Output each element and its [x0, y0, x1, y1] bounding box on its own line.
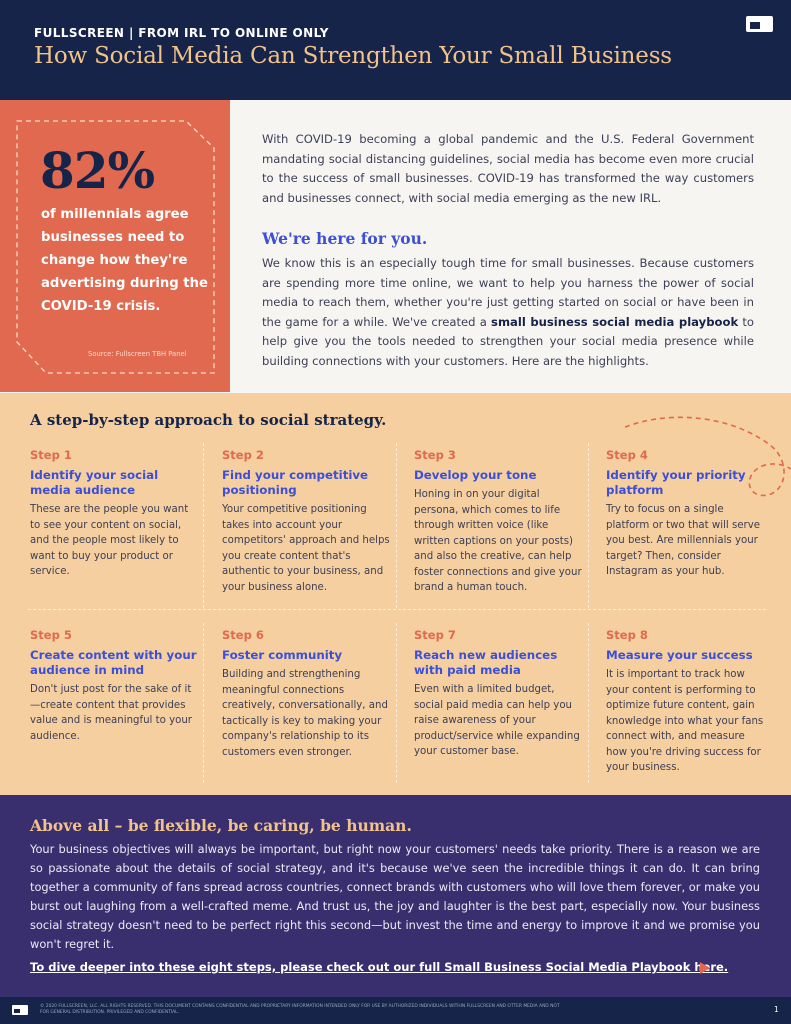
step-number: Step 1: [30, 448, 72, 462]
intro-body-text-end: to help give you the tools needed to strengthen your social media presence while building connections with your customers. Here are the highlights.: [262, 314, 754, 368]
step-number: Step 6: [222, 628, 264, 642]
closing-heading: Above all – be flexible, be caring, be human.: [30, 816, 412, 835]
step-body: Building and strengthening meaningful connections creatively, conversationally, and tactically is key to making your company's relationship to its customers even stronger.: [222, 669, 388, 758]
page-number: 1: [774, 1005, 779, 1014]
column-divider: [588, 623, 589, 783]
step-body: Your competitive positioning takes into account your competitors' approach and helps you create content that's authentic to your business, and your business alone.: [222, 504, 390, 593]
closing-section: [0, 795, 791, 997]
closing-body: Your business objectives will always be important, but right now your customers' needs take priority. There is a reason we are so passionate about the details of social strategy, and it's because we've seen the incredible things it can do. It can bring together a community of fans spread across countries, connect brands with customers who will love them forever, or make you burst out laughing from a well-crafted meme. And trust us, the joy and laughter is the best part, especially now. Your business social strategy doesn't need to be perfect right this second—but invest the time and energy to improve it and we promise you won't regret it.: [30, 842, 760, 951]
stat-text: of millennials agree businesses need to change how they're advertising during the COVID-19 crisis.: [41, 207, 208, 314]
playbook-link[interactable]: To dive deeper into these eight steps, please check out our full Small Business Social Media Playbook here.: [30, 960, 729, 974]
step-card: [606, 448, 768, 580]
fullscreen-logo-icon: [12, 1005, 28, 1015]
step-number: Step 2: [222, 448, 264, 462]
intro-body-text: We know this is an especially tough time for small businesses. Because customers are spending more time online, we want to help you harness the power of social media to reach them, whether you're just getting started on social or have been in the game for a while. We've created a: [262, 256, 754, 329]
step-card: [30, 628, 200, 744]
step-card: [606, 628, 768, 776]
stat-number: 82%: [40, 141, 155, 200]
step-body: These are the people you want to see your content on social, and the people most likely to want to buy your product or service.: [30, 504, 189, 577]
legal-text: © 2020 FULLSCREEN, LLC. ALL RIGHTS RESERVED. THIS DOCUMENT CONTAINS CONFIDENTIAL AND PROPRIETARY INFORMATION INTENDED ONLY FOR USE BY AUTHORIZED INDIVIDUALS WITHIN FULLSCREEN AND OTTER MEDIA AND NOT FOR GENERAL DISTRIBUTION. PRIVILEGED AND CONFIDENTIAL.: [40, 1004, 560, 1015]
stat-source: Source: Fullscreen TBH Panel: [88, 350, 187, 358]
step-title: Reach new audiences with paid media: [414, 648, 558, 677]
step-title: Measure your success: [606, 648, 753, 662]
eyebrow: FULLSCREEN | FROM IRL TO ONLINE ONLY: [34, 26, 329, 40]
step-title: Foster community: [222, 648, 343, 662]
steps-section: [0, 393, 791, 795]
step-title: Develop your tone: [414, 468, 537, 482]
step-body: Don't just post for the sake of it—create content that provides value and is meaningful to your audience.: [30, 684, 192, 742]
step-title: Identify your priority platform: [606, 468, 746, 497]
step-title: Identify your social media audience: [30, 468, 159, 497]
step-card: [222, 628, 392, 760]
row-divider: [28, 609, 766, 610]
step-card: [414, 448, 584, 596]
column-divider: [588, 443, 589, 608]
step-number: Step 7: [414, 628, 456, 642]
play-arrow-icon[interactable]: [700, 962, 710, 974]
step-number: Step 5: [30, 628, 72, 642]
page-header: [0, 0, 791, 100]
playbook-highlight: small business social media playbook: [491, 314, 739, 329]
step-body: Even with a limited budget, social paid media can help you raise awareness of your product/service while expanding your customer base.: [414, 684, 580, 757]
column-divider: [396, 443, 397, 608]
step-card: [222, 448, 392, 595]
step-number: Step 3: [414, 448, 456, 462]
step-number: Step 4: [606, 448, 648, 462]
fullscreen-logo-icon: [746, 16, 773, 32]
step-body: It is important to track how your content is performing to optimize future content, gain knowledge into what your fans connect with, and measure how you're driving success for your business.: [606, 669, 764, 773]
step-title: Find your competitive positioning: [222, 468, 369, 497]
step-card: [30, 448, 200, 580]
intro-paragraph: With COVID-19 becoming a global pandemic and the U.S. Federal Government mandating social distancing guidelines, social media has become even more crucial to the success of small businesses. COVID-19 has transformed the way customers and businesses connect, with social media emerging as the new IRL.: [262, 132, 754, 205]
step-number: Step 8: [606, 628, 648, 642]
page-title: How Social Media Can Strengthen Your Small Business: [34, 43, 672, 69]
intro-body: [262, 254, 754, 371]
column-divider: [203, 443, 204, 608]
step-card: [414, 628, 584, 760]
steps-title: A step-by-step approach to social strategy.: [30, 411, 387, 429]
intro-heading: We're here for you.: [262, 229, 428, 248]
column-divider: [203, 623, 204, 783]
page-footer: [0, 997, 791, 1024]
step-title: Create content with your audience in mind: [30, 648, 197, 677]
step-body: Honing in on your digital persona, which comes to life through written voice (like written captions on your posts) and also the creative, can help foster connections and give your brand a human touch.: [414, 489, 582, 593]
column-divider: [396, 623, 397, 783]
step-body: Try to focus on a single platform or two that will serve you best. Are millennials your target? Then, consider Instagram as your hub.: [606, 504, 761, 577]
